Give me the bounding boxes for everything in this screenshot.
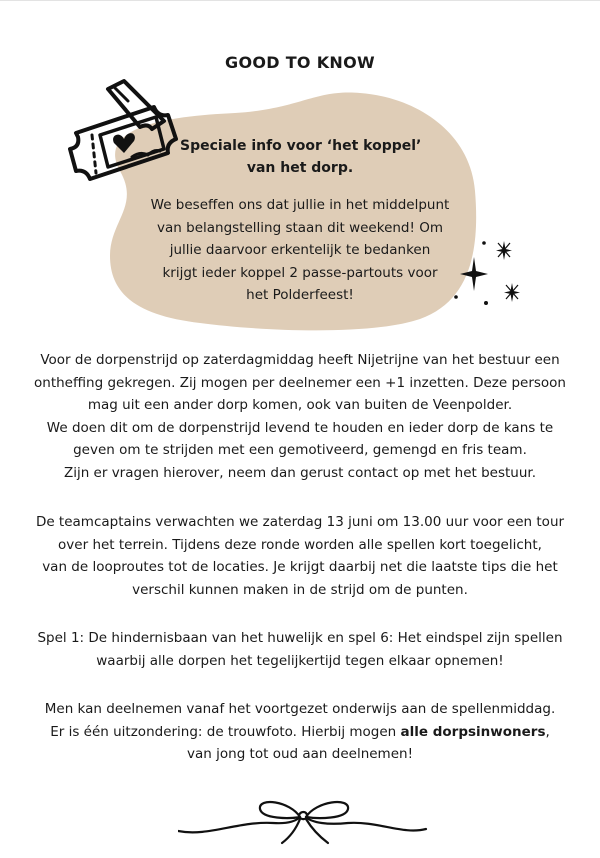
- callout-heading-line: Speciale info voor ‘het koppel’: [180, 138, 422, 154]
- paragraph-teamcaptains: [30, 511, 570, 601]
- ticket-heart: [113, 133, 135, 153]
- highlight-all-residents: alle dorpsinwoners: [400, 723, 546, 740]
- callout-heading-line: van het dorp.: [246, 160, 354, 176]
- callout-body: [150, 194, 450, 307]
- paragraph-line: waarbij alle dorpen het tegelijkertijd tegen elkaar opnemen!: [96, 652, 504, 669]
- paragraph-line: van de looproutes tot de locaties. Je krijgt daarbij net die laatste tips die het: [42, 559, 558, 575]
- paragraph-line: Men kan deelnemen vanaf het voortgezet onderwijs aan de spellenmiddag.: [44, 701, 556, 717]
- paragraph-plus-one: [30, 349, 570, 484]
- ticket-icon: [68, 77, 183, 197]
- paragraph-line: Zijn er vragen hierover, neem dan gerust contact op met het bestuur.: [63, 464, 537, 481]
- paragraph-line: We doen dit om de dorpenstrijd levend te houden en ieder dorp de kans te: [46, 419, 554, 436]
- paragraph-line: [30, 721, 570, 744]
- callout-heading: [180, 135, 420, 179]
- callout-body-line: van belangstelling staan dit weekend! Om: [157, 219, 443, 236]
- paragraph-line: van jong tot oud aan deelnemen!: [187, 746, 413, 762]
- callout-body-line: jullie daarvoor erkentelijk te bedanken: [169, 242, 431, 258]
- paragraph-line: ontheffing gekregen. Zij mogen per deelnemer een +1 inzetten. Deze persoon: [34, 374, 566, 391]
- page-title: GOOD TO KNOW: [225, 53, 375, 72]
- callout-body-line: krijgt ieder koppel 2 passe-partouts voor: [162, 264, 438, 281]
- paragraph-participation: [30, 698, 570, 766]
- paragraph-line: mag uit een ander dorp komen, ook van buiten de Veenpolder.: [87, 397, 513, 413]
- paragraph-line: geven om te strijden met een gemotiveerd, gemengd en fris team.: [73, 442, 527, 458]
- paragraph-text: Er is één uitzondering: de trouwfoto. Hierbij mogen: [50, 723, 401, 740]
- paragraph-line: verschil kunnen maken in de strijd om de punten.: [132, 581, 468, 598]
- sparkles-icon: [452, 235, 532, 315]
- paragraph-line: Spel 1: De hindernisbaan van het huwelijk en spel 6: Het eindspel zijn spellen: [37, 630, 563, 646]
- ribbon-bow-icon: [178, 791, 428, 851]
- paragraph-games: [30, 627, 570, 672]
- callout-body-line: We beseffen ons dat jullie in het middelpunt: [150, 197, 450, 213]
- paragraph-text: ,: [545, 723, 550, 740]
- paragraph-line: over het terrein. Tijdens deze ronde worden alle spellen kort toegelicht,: [58, 536, 542, 553]
- paragraph-line: De teamcaptains verwachten we zaterdag 13 juni om 13.00 uur voor een tour: [35, 514, 565, 530]
- callout-body-line: het Polderfeest!: [246, 287, 354, 303]
- paragraph-line: Voor de dorpenstrijd op zaterdagmiddag heeft Nijetrijne van het bestuur een: [40, 352, 560, 368]
